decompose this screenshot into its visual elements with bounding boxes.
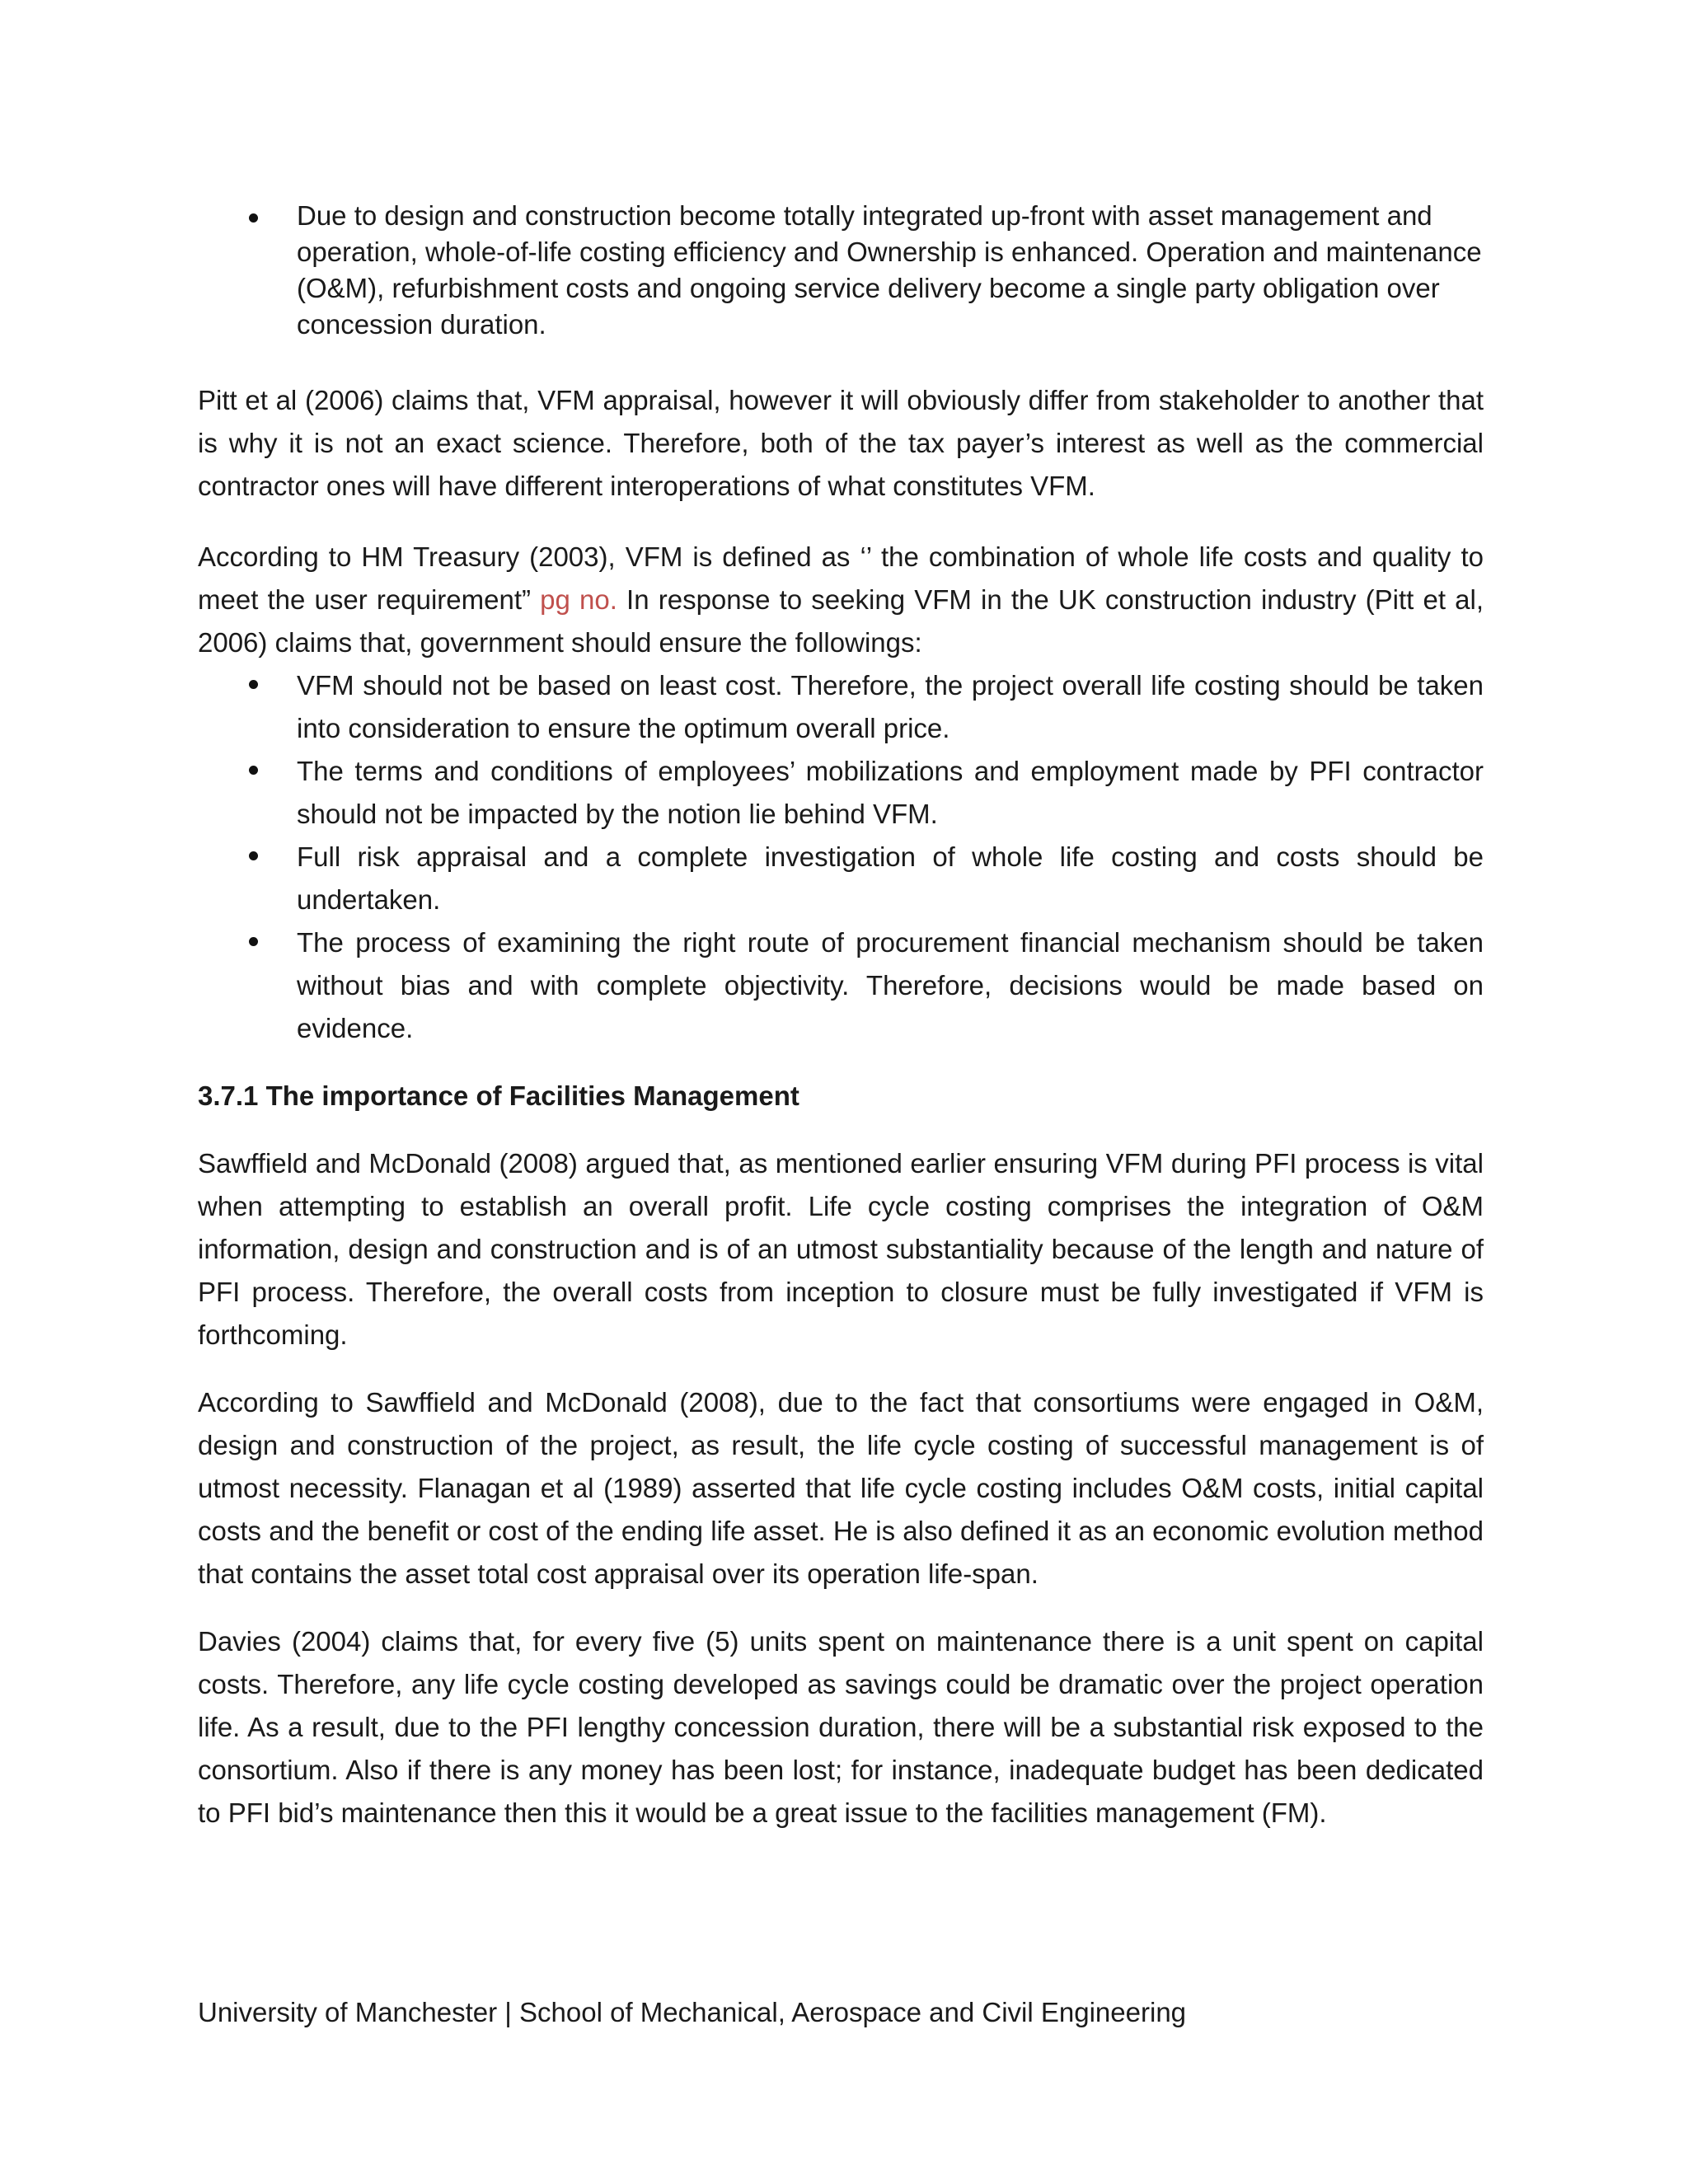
bullet-list-integration bbox=[198, 198, 1484, 343]
bullet-dot-icon bbox=[249, 851, 258, 860]
list-item bbox=[198, 750, 1484, 836]
page-content bbox=[198, 198, 1484, 1835]
list-item-text: The process of examining the right route of procurement financial mechanism should be taken without bias and with complete objectivity. Therefore, decisions would be made based on evidence. bbox=[297, 927, 1484, 1043]
list-item-text: Full risk appraisal and a complete investigation of whole life costing and costs should be undertaken. bbox=[297, 841, 1484, 915]
page-number-note: pg no. bbox=[540, 584, 617, 615]
section-heading: 3.7.1 The importance of Facilities Management bbox=[198, 1080, 799, 1111]
paragraph-text: In response to seeking VFM in the UK construction industry (Pitt et al, 2006) claims that, government should ensure the followings: bbox=[198, 584, 1484, 658]
list-item-text: Due to design and construction become totally integrated up-front with asset management and operation, whole-of-life costing efficiency and Ownership is enhanced. Operation and maintenance (O&M), refurbishment costs and ongoing service delivery become a single party obligation over concession duration. bbox=[297, 200, 1482, 340]
paragraph-pitt: Pitt et al (2006) claims that, VFM appraisal, however it will obviously differ from stakeholder to another that is why it is not an exact science. Therefore, both of the tax payer’s interest as well as the commercial contractor ones will have different interoperations of what constitutes VFM. bbox=[198, 385, 1484, 501]
paragraph-text: According to HM Treasury (2003), VFM is defined as ‘’ the combination of whole life costs and quality to meet the user requirement” bbox=[198, 541, 1484, 615]
list-item bbox=[198, 836, 1484, 921]
list-item-text: The terms and conditions of employees’ mobilizations and employment made by PFI contractor should not be impacted by the notion lie behind VFM. bbox=[297, 756, 1484, 829]
page-footer: University of Manchester | School of Mechanical, Aerospace and Civil Engineering bbox=[198, 1997, 1187, 2027]
bullet-dot-icon bbox=[249, 213, 258, 223]
paragraph-sawffield-1: Sawffield and McDonald (2008) argued that, as mentioned earlier ensuring VFM during PFI process is vital when attempting to establish an overall profit. Life cycle costing comprises the integration of O&M information, design and construction and is of an utmost substantiality because of the length and nature of PFI process. Therefore, the overall costs from inception to closure must be fully investigated if VFM is forthcoming. bbox=[198, 1148, 1484, 1350]
paragraph-sawffield-2: According to Sawffield and McDonald (2008), due to the fact that consortiums were engaged in O&M, design and construction of the project, as result, the life cycle costing of successful management is of utmost necessity. Flanagan et al (1989) asserted that life cycle costing includes O&M costs, initial capital costs and the benefit or cost of the ending life asset. He is also defined it as an economic evolution method that contains the asset total cost appraisal over its operation life-span. bbox=[198, 1387, 1484, 1589]
list-item-text: VFM should not be based on least cost. Therefore, the project overall life costing should be taken into consideration to ensure the optimum overall price. bbox=[297, 670, 1484, 743]
paragraph-davies: Davies (2004) claims that, for every five (5) units spent on maintenance there is a unit spent on capital costs. Therefore, any life cycle costing developed as savings could be dramatic over the project operation life. As a result, due to the PFI lengthy concession duration, there will be a substantial risk exposed to the consortium. Also if there is any money has been lost; for instance, inadequate budget has been dedicated to PFI bid’s maintenance then this it would be a great issue to the facilities management (FM). bbox=[198, 1626, 1484, 1828]
list-item bbox=[198, 198, 1484, 343]
bullet-list-vfm bbox=[198, 664, 1484, 1050]
list-item bbox=[198, 664, 1484, 750]
paragraph-hm-treasury bbox=[198, 536, 1484, 664]
bullet-dot-icon bbox=[249, 937, 258, 946]
bullet-dot-icon bbox=[249, 680, 258, 689]
bullet-dot-icon bbox=[249, 766, 258, 775]
list-item bbox=[198, 921, 1484, 1050]
